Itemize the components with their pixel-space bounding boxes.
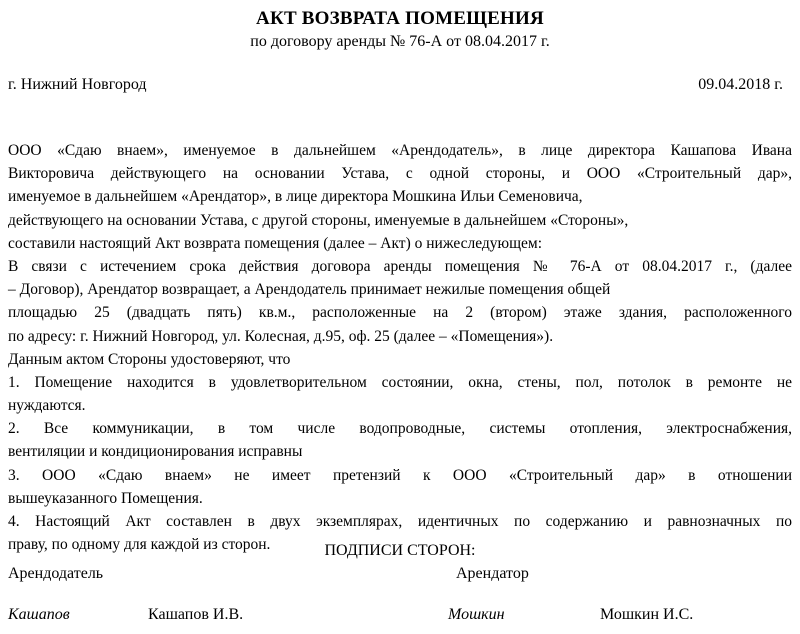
tenant-signature: Мошкин xyxy=(448,606,505,623)
city-text: г. Нижний Новгород xyxy=(8,76,147,93)
body-line: составили настоящий Акт возврата помещения (далее – Акт) о нижеследующем: xyxy=(8,234,543,252)
body-line: по адресу: г. Нижний Новгород, ул. Колесная, д.95, оф. 25 (далее – «Помещения»). xyxy=(8,327,554,345)
signatures-heading: ПОДПИСИ СТОРОН: xyxy=(324,542,476,559)
act-body xyxy=(8,139,792,556)
body-line: действующего на основании Устава, с другой стороны, именуемые в дальнейшем «Стороны», xyxy=(8,211,629,229)
date-text: 09.04.2018 г. xyxy=(698,76,783,93)
body-line: вентиляции и кондиционирования исправны xyxy=(8,443,303,461)
body-line: 3. ООО «Сдаю внаем» не имеет претензий к ООО «Строительный дар» в отношении xyxy=(8,466,792,484)
document-title: АКТ ВОЗВРАТА ПОМЕЩЕНИЯ xyxy=(256,8,544,29)
tenant-label: Арендатор xyxy=(456,565,529,582)
landlord-label: Арендодатель xyxy=(8,565,104,582)
body-line: 2. Все коммуникации, в том числе водопроводные, системы отопления, электроснабжения, xyxy=(8,420,792,438)
body-line: именуемое в дальнейшем «Арендатор», в лице директора Мошкина Ильи Семеновича, xyxy=(8,188,583,206)
body-line: Данным актом Стороны удостоверяют, что xyxy=(8,350,291,368)
body-line: Викторовича действующего на основании Устава, с одной стороны, и ООО «Строительный дар», xyxy=(8,165,792,183)
body-line: площадью 25 (двадцать пять) кв.м., расположенные на 2 (втором) этаже здания, расположенного xyxy=(8,304,792,322)
body-line: В связи с истечением срока действия договора аренды помещения № 76-А от 08.04.2017 г., (далее xyxy=(8,257,792,275)
body-line: праву, по одному для каждой из сторон. xyxy=(8,536,271,554)
body-line: нуждаются. xyxy=(8,397,86,415)
landlord-name: Кашапов И.В. xyxy=(148,606,244,623)
landlord-signature: Кашапов xyxy=(8,606,70,623)
tenant-name: Мошкин И.С. xyxy=(600,606,694,623)
body-line: 1. Помещение находится в удовлетворительном состоянии, окна, стены, пол, потолок в ремонте не xyxy=(8,373,792,391)
body-line: – Договор), Арендатор возвращает, а Арендодатель принимает нежилые помещения общей xyxy=(8,281,611,299)
document-subtitle: по договору аренды № 76-А от 08.04.2017 г. xyxy=(250,33,550,50)
body-line: вышеуказанного Помещения. xyxy=(8,489,203,507)
body-line: 4. Настоящий Акт составлен в двух экземплярах, идентичных по содержанию и равнозначных по xyxy=(8,513,792,530)
body-line: ООО «Сдаю внаем», именуемое в дальнейшем «Арендодатель», в лице директора Кашапова Ивана xyxy=(8,142,792,159)
